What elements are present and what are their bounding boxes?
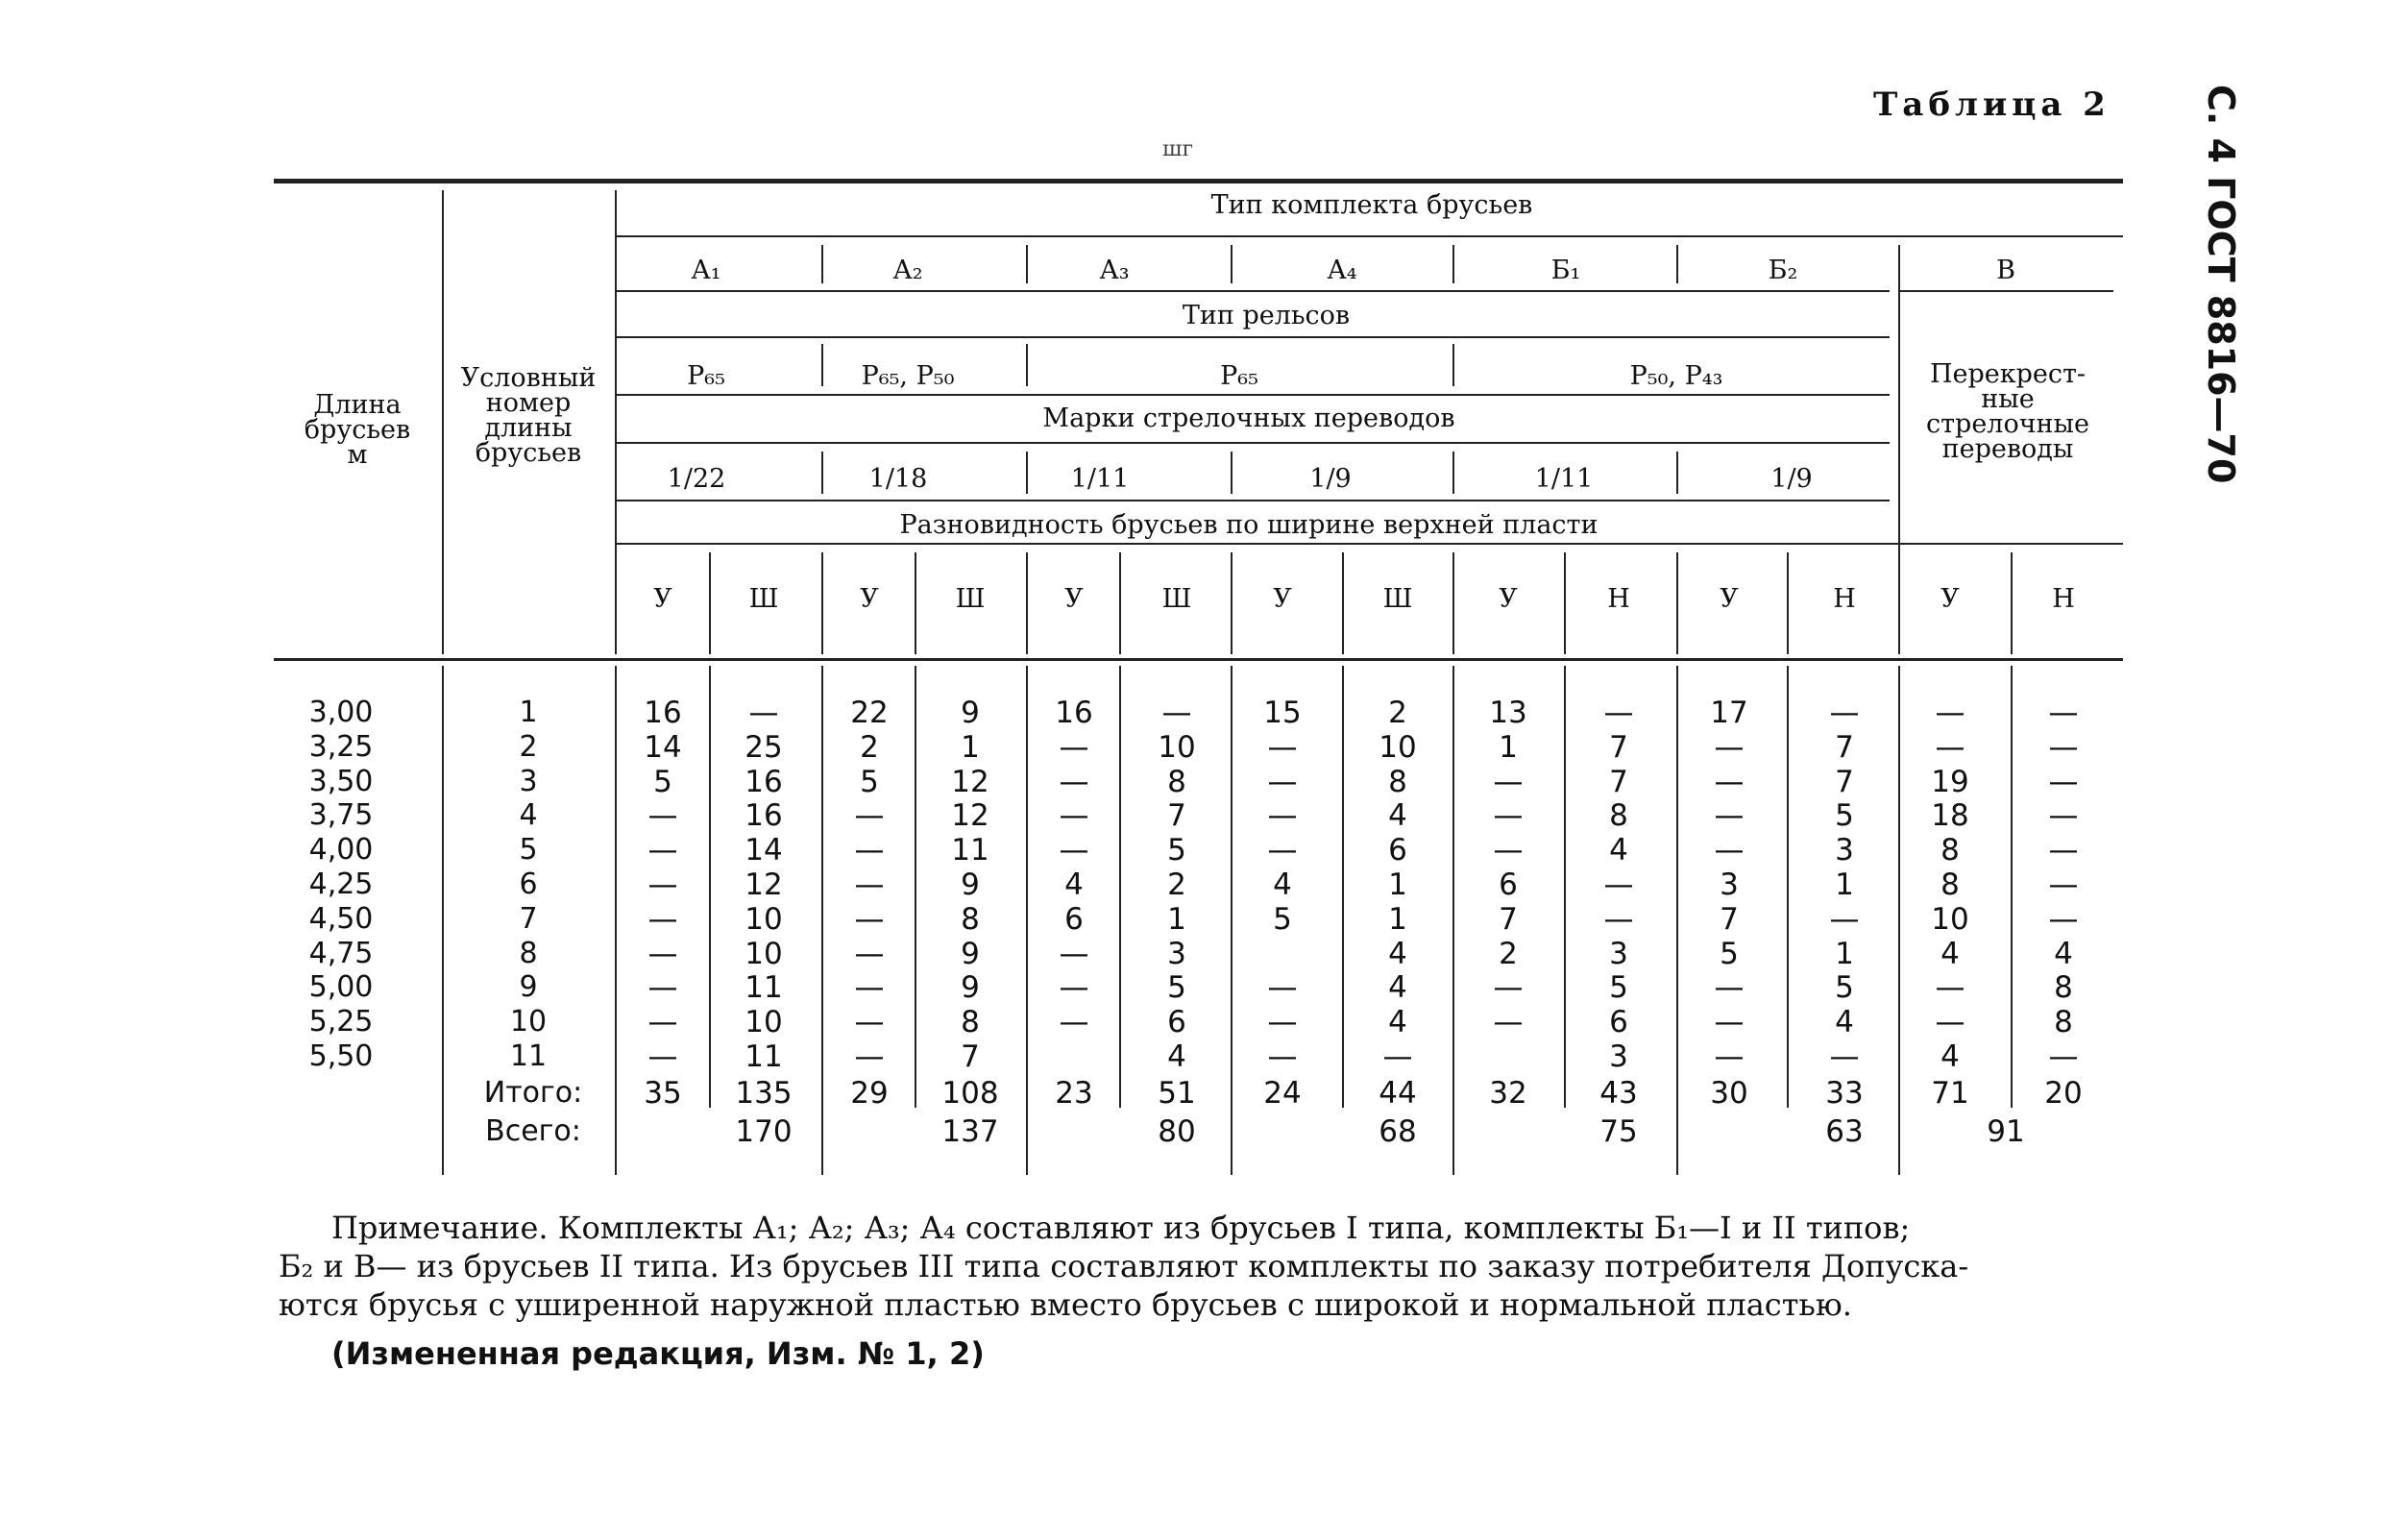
table-cell: 4 xyxy=(1609,833,1628,868)
table-cell: — xyxy=(2048,764,2079,799)
table-cell: 5 xyxy=(653,764,672,799)
table-cell: — xyxy=(1829,901,1860,937)
number-value: 4 xyxy=(519,798,538,833)
table-cell: 16 xyxy=(644,696,682,730)
table-cell: — xyxy=(647,970,678,1006)
kit-b1: Б₁ xyxy=(1550,256,1581,285)
table-cell: 1 xyxy=(1388,901,1407,937)
subcol-header: Ш xyxy=(1161,584,1192,614)
table-cell: — xyxy=(2048,868,2079,902)
table-cell: 6 xyxy=(1064,901,1084,937)
table-cell: — xyxy=(1829,1039,1860,1074)
table-cell: 12 xyxy=(951,798,989,834)
variety-header: Разновидность брусьев по ширине верхней пласти xyxy=(899,510,1599,540)
table-cell: — xyxy=(1267,764,1298,799)
table-cell: — xyxy=(1493,970,1524,1006)
table-cell: 4 xyxy=(2054,936,2073,971)
table-cell: 8 xyxy=(1388,764,1407,799)
table-cell: 5 xyxy=(1835,970,1854,1006)
table-cell: 5 xyxy=(1273,901,1292,937)
table-cell: — xyxy=(1267,729,1298,765)
table-cell: — xyxy=(1829,696,1860,730)
table-cell: — xyxy=(854,798,885,834)
table-cell: 18 xyxy=(1931,798,1969,834)
grand-total-cell: 170 xyxy=(735,1113,793,1149)
mark-1-11-b: 1/11 xyxy=(1534,464,1594,494)
table-cell: — xyxy=(1267,970,1298,1006)
grand-total-cell: 91 xyxy=(1987,1113,2025,1149)
table-cell: 7 xyxy=(1609,764,1628,799)
table-cell: — xyxy=(1714,833,1745,868)
table-cell: — xyxy=(1714,1039,1745,1074)
table-cell: 4 xyxy=(1940,1039,1960,1074)
table-cell: — xyxy=(1714,970,1745,1006)
table-cell: 5 xyxy=(1835,798,1854,834)
table-cell: 2 xyxy=(1499,936,1518,971)
table-cell: — xyxy=(647,936,678,971)
table-cell: 9 xyxy=(961,696,980,730)
table-cell: 5 xyxy=(1167,970,1186,1006)
subcol-header: Н xyxy=(2052,584,2075,614)
table-cell: 11 xyxy=(744,970,783,1006)
table-cell: — xyxy=(854,833,885,868)
standard-side-label: С. 4 ГОСТ 8816—70 xyxy=(2200,85,2242,484)
table-cell: 7 xyxy=(1835,729,1854,765)
table-cell: 4 xyxy=(1940,936,1960,971)
table-cell: 11 xyxy=(744,1039,783,1074)
table-cell: — xyxy=(1603,696,1634,730)
table-cell: 4 xyxy=(1835,1005,1854,1040)
table-cell: 8 xyxy=(1609,798,1628,834)
table-cell: — xyxy=(1714,1005,1745,1040)
length-value: 3,50 xyxy=(308,764,374,798)
table-cell: 5 xyxy=(1720,936,1739,971)
table-cell: 8 xyxy=(1940,868,1960,902)
mark-1-9-a: 1/9 xyxy=(1309,464,1352,494)
table-cell: 9 xyxy=(961,936,980,971)
totals-cell: 23 xyxy=(1055,1075,1093,1111)
table-cell: 17 xyxy=(1710,696,1748,730)
note-line-3: ются брусья с уширенной наружной пластью вместо брусьев с широкой и нормальной пластью. xyxy=(279,1286,1852,1323)
subcol-header: Ш xyxy=(1382,584,1413,614)
table-cell: — xyxy=(1267,833,1298,868)
subcol-header: Ш xyxy=(748,584,779,614)
table-cell: 2 xyxy=(1167,868,1186,902)
subcol-header: У xyxy=(653,584,672,614)
table-cell: — xyxy=(1935,970,1965,1006)
table-cell: 10 xyxy=(744,1005,783,1040)
totals-cell: 24 xyxy=(1263,1075,1302,1111)
table-cell: 12 xyxy=(744,868,783,902)
table-cell: 25 xyxy=(744,729,783,765)
top-mark: шг xyxy=(1162,137,1193,161)
table-cell: — xyxy=(1267,1005,1298,1040)
totals-cell: 44 xyxy=(1379,1075,1417,1111)
table-cell: 6 xyxy=(1499,868,1518,902)
kit-b2: Б₂ xyxy=(1768,256,1798,285)
subcol-header: У xyxy=(1720,584,1739,614)
mark-1-11-a: 1/11 xyxy=(1070,464,1130,494)
table-cell: 1 xyxy=(1167,901,1186,937)
table-cell: 4 xyxy=(1167,1039,1186,1074)
table-cell: — xyxy=(1059,1005,1089,1040)
table-cell: — xyxy=(1382,1039,1413,1074)
table-cell: — xyxy=(1059,729,1089,765)
mark-1-22: 1/22 xyxy=(667,464,726,494)
table-cell: 16 xyxy=(1055,696,1093,730)
table-cell: 6 xyxy=(1167,1005,1186,1040)
table-cell: 9 xyxy=(961,868,980,902)
totals-cell: 108 xyxy=(941,1075,999,1111)
table-cell: — xyxy=(1059,936,1089,971)
table-cell: 5 xyxy=(1609,970,1628,1006)
table-cell: — xyxy=(1935,1005,1965,1040)
kit-a2: А₂ xyxy=(892,256,923,285)
subcol-header: У xyxy=(1940,584,1960,614)
number-header-line4: брусьев xyxy=(475,438,582,468)
table-cell: 4 xyxy=(1388,1005,1407,1040)
table-cell: — xyxy=(1267,1039,1298,1074)
table-cell: 1 xyxy=(1835,868,1854,902)
table-cell: — xyxy=(647,798,678,834)
totals-cell: 35 xyxy=(644,1075,682,1111)
note-line-2: Б₂ и В— из брусьев II типа. Из брусьев III типа составляют комплекты по заказу потребителя Допуска- xyxy=(279,1248,1969,1284)
table-cell: — xyxy=(854,1039,885,1074)
table-cell: — xyxy=(1493,798,1524,834)
length-value: 5,50 xyxy=(308,1039,374,1073)
table-cell: 4 xyxy=(1273,868,1292,902)
rail-r50-r43: Р₅₀, Р₄₃ xyxy=(1629,361,1723,391)
table-cell: 3 xyxy=(1720,868,1739,902)
table-cell: 16 xyxy=(744,764,783,799)
kit-a3: А₃ xyxy=(1099,256,1130,285)
grand-total-cell: 80 xyxy=(1158,1113,1196,1149)
table-cell: 14 xyxy=(744,833,783,868)
length-value: 5,25 xyxy=(308,1005,374,1039)
rail-r65-mid: Р₆₅ xyxy=(1220,361,1258,391)
totals-label: Итого: xyxy=(483,1075,583,1110)
length-value: 3,00 xyxy=(308,696,374,729)
table-cell: 14 xyxy=(644,729,682,765)
length-value: 4,75 xyxy=(308,936,374,970)
table-cell: 3 xyxy=(1835,833,1854,868)
number-value: 1 xyxy=(519,696,538,729)
table-cell: 10 xyxy=(1379,729,1417,765)
length-header-line2: брусьев xyxy=(304,415,411,445)
table-cell: — xyxy=(1161,696,1192,730)
rail-r65-r50: Р₆₅, Р₅₀ xyxy=(861,361,955,391)
table-cell: 1 xyxy=(1388,868,1407,902)
table-cell: — xyxy=(647,1005,678,1040)
table-cell: — xyxy=(2048,798,2079,834)
number-value: 5 xyxy=(519,833,538,868)
table-cell: 10 xyxy=(744,936,783,971)
table-cell: — xyxy=(2048,1039,2079,1074)
table-cell: 19 xyxy=(1931,764,1969,799)
table-cell: 5 xyxy=(1167,833,1186,868)
table-cell: 7 xyxy=(1835,764,1854,799)
subcol-header: У xyxy=(1499,584,1518,614)
table-cell: 2 xyxy=(860,729,879,765)
table-cell: 3 xyxy=(1609,1039,1628,1074)
table-cell: — xyxy=(2048,696,2079,730)
table-cell: 9 xyxy=(961,970,980,1006)
number-value: 11 xyxy=(509,1039,548,1073)
table-cell: — xyxy=(2048,901,2079,937)
length-header-line1: Длина xyxy=(313,390,402,420)
table-cell: — xyxy=(647,1039,678,1074)
table-cell: 6 xyxy=(1388,833,1407,868)
table-cell: 12 xyxy=(951,764,989,799)
table-cell: — xyxy=(2048,833,2079,868)
table-cell: 4 xyxy=(1388,798,1407,834)
table-cell: 5 xyxy=(860,764,879,799)
number-value: 2 xyxy=(519,729,538,764)
number-value: 3 xyxy=(519,764,538,798)
subcol-header: У xyxy=(1273,584,1292,614)
length-value: 4,00 xyxy=(308,833,374,868)
rail-type-header: Тип рельсов xyxy=(1182,301,1351,330)
table-cell: — xyxy=(1267,798,1298,834)
mark-1-18: 1/18 xyxy=(868,464,928,494)
table-cell: — xyxy=(854,1005,885,1040)
table-cell: 8 xyxy=(1167,764,1186,799)
note-line-1: Примечание. Комплекты А₁; А₂; А₃; А₄ составляют из брусьев I типа, комплекты Б₁—I и II типов; xyxy=(331,1210,1911,1246)
totals-cell: 43 xyxy=(1599,1075,1638,1111)
kit-type-header: Тип комплекта брусьев xyxy=(1210,190,1533,220)
totals-cell: 135 xyxy=(735,1075,793,1111)
length-value: 3,75 xyxy=(308,798,374,833)
table-cell: 1 xyxy=(961,729,980,765)
table-cell: 8 xyxy=(961,1005,980,1040)
rail-r65-a1: Р₆₅ xyxy=(687,361,725,391)
table-cell: — xyxy=(854,970,885,1006)
table-cell: 8 xyxy=(1940,833,1960,868)
kit-v: В xyxy=(1996,256,2015,285)
totals-cell: 33 xyxy=(1825,1075,1864,1111)
totals-cell: 51 xyxy=(1158,1075,1196,1111)
grand-total-cell: 137 xyxy=(941,1113,999,1149)
table-cell: 7 xyxy=(1167,798,1186,834)
table-cell: 8 xyxy=(961,901,980,937)
totals-cell: 71 xyxy=(1931,1075,1969,1111)
table-cell: — xyxy=(647,901,678,937)
table-cell: — xyxy=(748,696,779,730)
table-cell: — xyxy=(1059,970,1089,1006)
table-caption: Таблица 2 xyxy=(1873,86,2111,124)
table-cell: — xyxy=(2048,729,2079,765)
length-value: 5,00 xyxy=(308,970,374,1005)
crossing-line2: ные xyxy=(1981,384,2035,414)
table-cell: 15 xyxy=(1263,696,1302,730)
subcol-header: У xyxy=(860,584,879,614)
table-cell: — xyxy=(1059,764,1089,799)
number-value: 10 xyxy=(509,1005,548,1039)
length-header-line3: м xyxy=(347,440,368,470)
table-cell: 1 xyxy=(1835,936,1854,971)
table-cell: 7 xyxy=(1499,901,1518,937)
number-value: 7 xyxy=(519,901,538,936)
table-cell: 7 xyxy=(961,1039,980,1074)
table-cell: — xyxy=(1059,833,1089,868)
table-cell: 22 xyxy=(850,696,889,730)
table-cell: 10 xyxy=(744,901,783,937)
table-cell: — xyxy=(854,936,885,971)
crossing-line4: переводы xyxy=(1941,434,2074,464)
table-cell: — xyxy=(1493,1005,1524,1040)
number-value: 8 xyxy=(519,936,538,970)
length-value: 4,50 xyxy=(308,901,374,936)
table-cell: 10 xyxy=(1931,901,1969,937)
table-cell: 7 xyxy=(1720,901,1739,937)
grand-total-cell: 63 xyxy=(1825,1113,1864,1149)
subcol-header: Н xyxy=(1607,584,1630,614)
table-cell: — xyxy=(854,901,885,937)
table-cell: — xyxy=(1493,833,1524,868)
number-value: 6 xyxy=(519,868,538,901)
grand-totals-label: Всего: xyxy=(485,1113,581,1148)
table-cell: — xyxy=(1603,868,1634,902)
totals-cell: 20 xyxy=(2044,1075,2083,1111)
table-cell: — xyxy=(1714,729,1745,765)
table-cell: 8 xyxy=(2054,970,2073,1006)
mark-1-9-b: 1/9 xyxy=(1770,464,1813,494)
table-cell: 16 xyxy=(744,798,783,834)
number-header-line1: Условный xyxy=(460,363,597,393)
table-cell: 3 xyxy=(1609,936,1628,971)
table-cell: — xyxy=(1493,764,1524,799)
table-cell: — xyxy=(647,833,678,868)
grand-total-cell: 68 xyxy=(1379,1113,1417,1149)
table-cell: 11 xyxy=(951,833,989,868)
table-cell: — xyxy=(1714,764,1745,799)
number-header-line3: длины xyxy=(484,413,573,443)
kit-a4: А₄ xyxy=(1327,256,1357,285)
marks-header: Марки стрелочных переводов xyxy=(1042,403,1455,433)
subcol-header: Н xyxy=(1833,584,1856,614)
subcol-header: У xyxy=(1064,584,1084,614)
number-header-line2: номер xyxy=(485,388,572,418)
table-cell: — xyxy=(1714,798,1745,834)
totals-cell: 30 xyxy=(1710,1075,1748,1111)
table-cell: 8 xyxy=(2054,1005,2073,1040)
table-cell: — xyxy=(1935,729,1965,765)
table-cell: 4 xyxy=(1388,970,1407,1006)
table-cell: — xyxy=(1059,798,1089,834)
subcol-header: Ш xyxy=(955,584,986,614)
totals-cell: 32 xyxy=(1489,1075,1527,1111)
table-cell: — xyxy=(647,868,678,902)
amendment-note: (Измененная редакция, Изм. № 1, 2) xyxy=(331,1335,985,1372)
length-value: 3,25 xyxy=(308,729,374,764)
crossing-line1: Перекрест- xyxy=(1929,359,2087,389)
table-cell: 6 xyxy=(1609,1005,1628,1040)
table-cell: 7 xyxy=(1609,729,1628,765)
table-cell: 1 xyxy=(1499,729,1518,765)
table-cell: — xyxy=(1603,901,1634,937)
kit-a1: А₁ xyxy=(691,256,721,285)
table-cell: — xyxy=(854,868,885,902)
length-value: 4,25 xyxy=(308,868,374,901)
number-value: 9 xyxy=(519,970,538,1005)
table-cell: 4 xyxy=(1388,936,1407,971)
table-cell: — xyxy=(1935,696,1965,730)
table-cell: 3 xyxy=(1167,936,1186,971)
table-cell: 10 xyxy=(1158,729,1196,765)
table-cell: 2 xyxy=(1388,696,1407,730)
grand-total-cell: 75 xyxy=(1599,1113,1638,1149)
table-cell: 13 xyxy=(1489,696,1527,730)
totals-cell: 29 xyxy=(850,1075,889,1111)
crossing-line3: стрелочные xyxy=(1925,409,2090,439)
table-cell: 4 xyxy=(1064,868,1084,902)
